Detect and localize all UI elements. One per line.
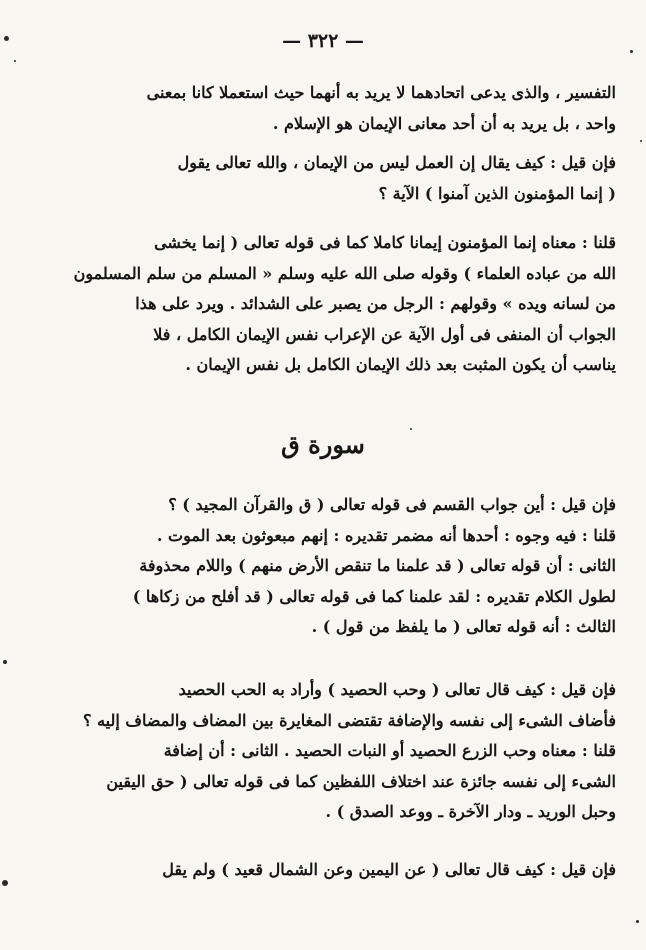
text-line: التفسير ، والذى يدعى اتحادهما لا يريد به أنهما حيث استعملا كانا بمعنى bbox=[146, 83, 616, 102]
text-line: فإن قيل : كيف قال تعالى ( وحب الحصيد ) وأراد به الحب الحصيد bbox=[178, 680, 616, 699]
text-line: الشىء إلى نفسه جائزة عند اختلاف اللفظين كما فى قوله تعالى ( حق اليقين bbox=[106, 771, 616, 791]
text-line: من لسانه ويده » وقولهم : الرجل من يصبر على الشدائد . ويرد على هذا bbox=[135, 294, 616, 313]
scan-speck bbox=[2, 880, 8, 886]
scan-speck bbox=[4, 36, 9, 41]
paragraph-tafsir-continuation bbox=[66, 78, 616, 139]
scan-speck bbox=[410, 428, 412, 430]
text-line: قلنا : فيه وجوه : أحدها أنه مضمر تقديره : إنهم مبعوثون بعد الموت . bbox=[156, 525, 616, 545]
scan-speck bbox=[3, 660, 7, 664]
text-line: فإن قيل : كيف قال تعالى ( عن اليمين وعن الشمال قعيد ) ولم يقل bbox=[162, 860, 616, 879]
paragraph-habb-hasid bbox=[66, 675, 616, 828]
scan-speck bbox=[630, 50, 633, 53]
scan-speck bbox=[640, 140, 642, 142]
scan-speck bbox=[14, 60, 16, 62]
text-line: الثالث : أنه قوله تعالى ( ما يلفظ من قول ) . bbox=[311, 617, 616, 636]
text-line: وحبل الوريد ـ ودار الآخرة ـ ووعد الصدق ) . bbox=[325, 802, 616, 821]
text-line: يناسب أن يكون المثبت بعد ذلك الإيمان الكامل بل نفس الإيمان . bbox=[185, 355, 616, 374]
text-line: فأضاف الشىء إلى نفسه والإضافة تقتضى المغايرة بين المضاف والمضاف إليه ؟ bbox=[83, 710, 616, 730]
text-line: لطول الكلام تقديره : لقد علمنا كما فى قوله تعالى ( قد أفلح من زكاها ) bbox=[132, 586, 616, 606]
scan-speck bbox=[636, 920, 639, 923]
page-number: — ٣٢٢ — bbox=[282, 30, 364, 52]
text-line: واحد ، بل يريد به أن أحد معانى الإيمان هو الإسلام . bbox=[272, 113, 616, 133]
text-line: الله من عباده العلماء ) وقوله صلى الله عليه وسلم « المسلم من سلم المسلمون bbox=[73, 263, 616, 283]
text-line: الثانى : أن قوله تعالى ( قد علمنا ما تنقص الأرض منهم ) واللام محذوفة bbox=[139, 556, 616, 575]
paragraph-qaeed bbox=[66, 855, 616, 886]
text-line: فإن قيل : كيف يقال إن العمل ليس من الإيمان ، والله تعالى يقول bbox=[177, 153, 616, 172]
paragraph-question-amal bbox=[66, 148, 616, 209]
text-line: قلنا : معناه وحب الزرع الحصيد أو النبات الحصيد . الثانى : أن إضافة bbox=[163, 741, 616, 760]
text-line: قلنا : معناه إنما المؤمنون إيمانا كاملا كما فى قوله تعالى ( إنما يخشى bbox=[154, 233, 616, 252]
paragraph-answer-iman bbox=[66, 228, 616, 381]
text-line: فإن قيل : أين جواب القسم فى قوله تعالى ( ق والقرآن المجيد ) ؟ bbox=[168, 495, 616, 514]
text-line: ( إنما المؤمنون الذين آمنوا ) الآية ؟ bbox=[378, 183, 616, 203]
paragraph-qasam bbox=[66, 490, 616, 643]
surah-title: سورة ق bbox=[281, 430, 365, 459]
text-line: الجواب أن المنفى فى أول الآية عن الإعراب نفس الإيمان الكامل ، فلا bbox=[153, 324, 616, 344]
